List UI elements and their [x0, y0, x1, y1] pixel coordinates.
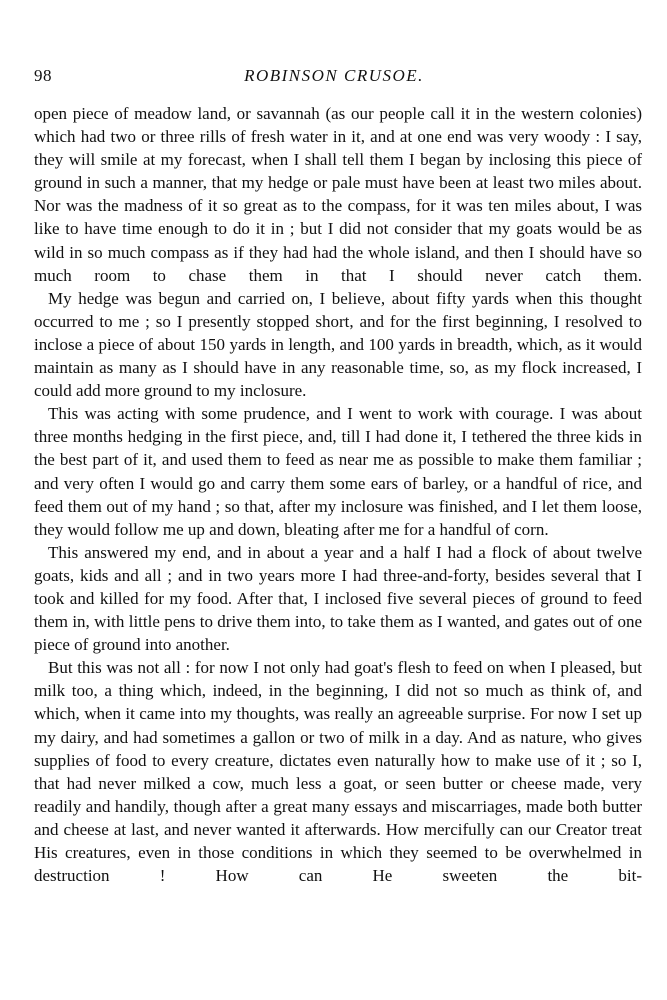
paragraph: This was acting with some prudence, and I went to work with courage. I was about three months hedging in the first piece, and, till I had done it, I tethered the three kids in the best part of it, and used them to feed as near me as possible to make them familiar ; and very often I would go and carry them some ears of barley, or a handful of rice, and feed them out of my hand ; so that, after my inclosure was finished, and I let them loose, they would follow me up and down, bleating after me for a handful of corn. [34, 404, 642, 539]
paragraph: But this was not all : for now I not only had goat's flesh to feed on when I pleased, but milk too, a thing which, indeed, in the beginning, I did not so much as think of, and which, when it came into my thoughts, was really an agreeable surprise. For now I set up my dairy, and had sometimes a gallon or two of milk in a day. And as nature, who gives supplies of food to every creature, dictates even naturally how to make use of it ; so I, that had never milked a cow, much less a goat, or seen butter or cheese made, very readily and handily, though after a great many essays and miscarriages, made both butter and cheese at last, and never wanted it afterwards. How mercifully can our Creator treat His creatures, even in those conditions in which they seemed to be overwhelmed in destruction ! How can He sweeten the bit- [34, 658, 642, 886]
paragraph: open piece of meadow land, or savannah (as our people call it in the western colonies) which had two or three rills of fresh water in it, and at one end was very woody : I say, they will smile at my forecast, when I shall tell them I began by inclosing this piece of ground in such a manner, that my hedge or pale must have been at least two miles about. Nor was the madness of it so great as to the compass, for it was ten miles about, I was like to have time enough to do it in ; but I did not consider that my goats would be as wild in so much compass as if they had had the whole island, and then I should have so much room to chase them in that I should never catch them. [34, 104, 642, 285]
page-number: 98 [34, 66, 52, 85]
running-head: ROBINSON CRUSOE. [244, 66, 424, 85]
paragraph: This answered my end, and in about a year and a half I had a flock of about twelve goats, kids and all ; and in two years more I had three-and-forty, besides several that I took and killed for my food. After that, I inclosed five several pieces of ground to feed them in, with little pens to drive them into, to take them as I wanted, and gates out of one piece of ground into another. [34, 542, 642, 655]
paragraph: My hedge was begun and carried on, I believe, about fifty yards when this thought occurred to me ; so I presently stopped short, and for the first beginning, I resolved to inclose a piece of about 150 yards in length, and 100 yards in breadth, which, as it would maintain as many as I should have in any reasonable time, so, as my flock increased, I could add more ground to my inclosure. [34, 288, 642, 401]
page-header [34, 66, 634, 90]
body-text [34, 102, 642, 887]
